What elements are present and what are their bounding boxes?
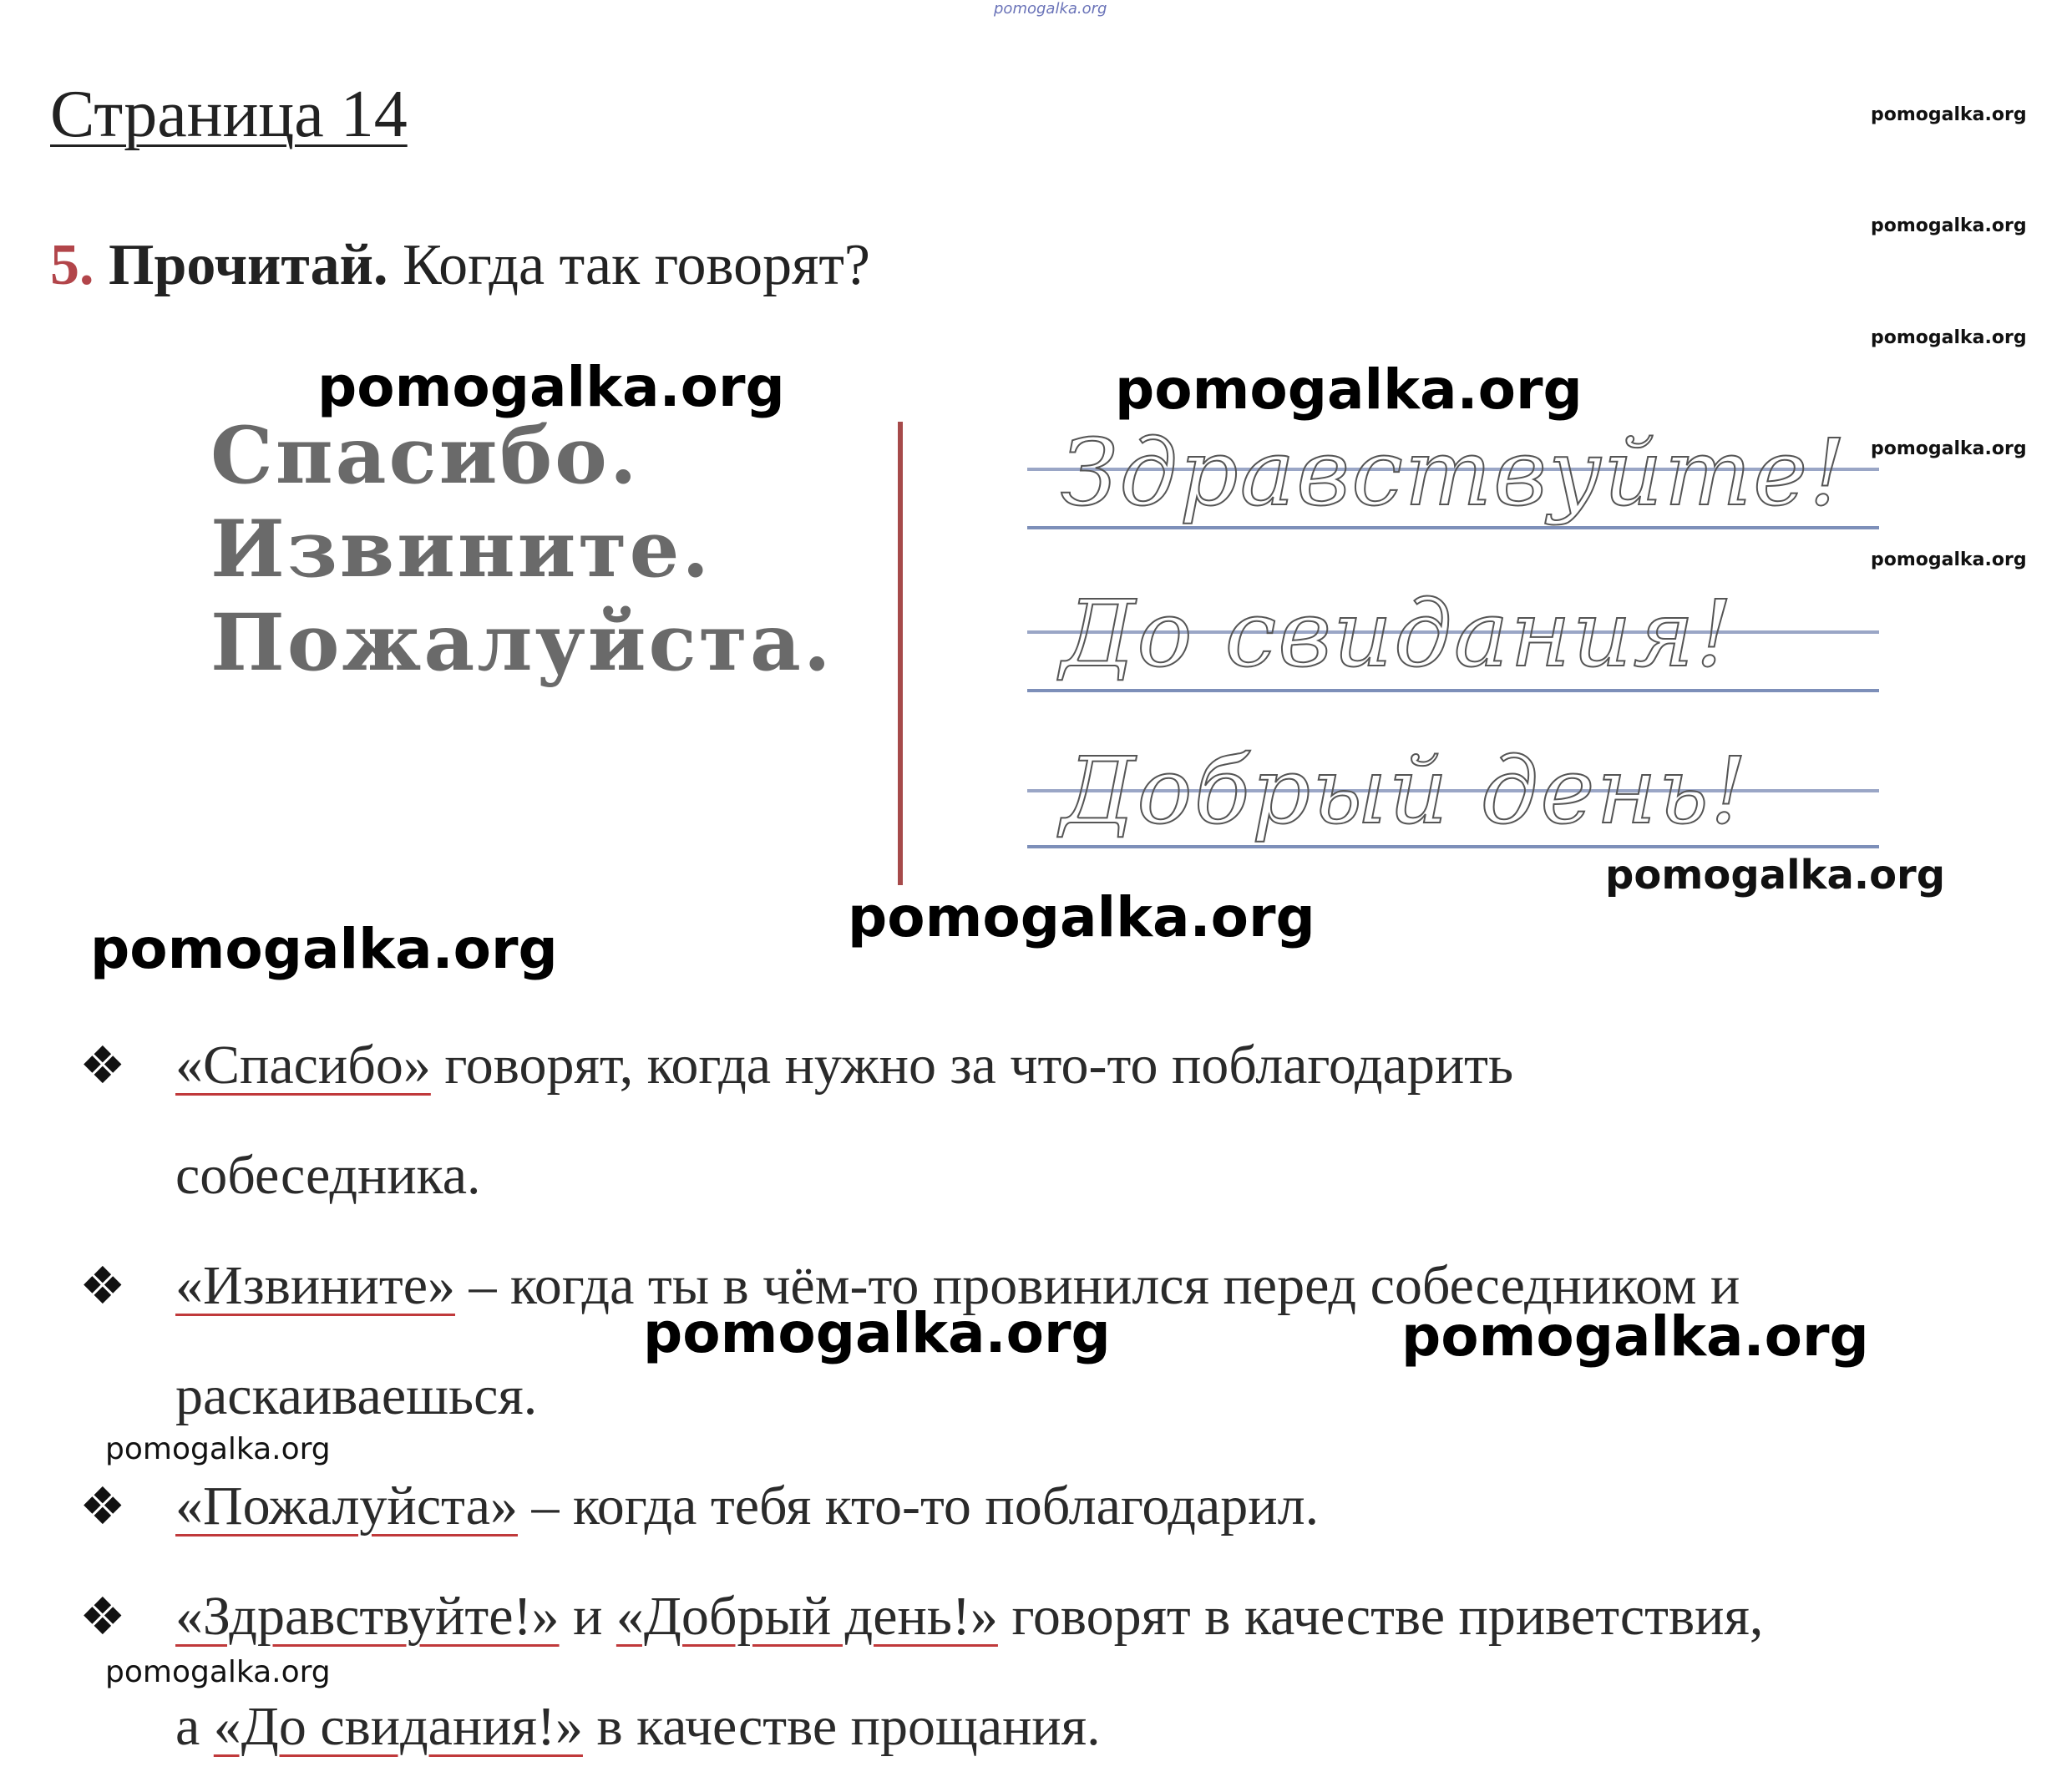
script-word: Добрый день! bbox=[1061, 737, 1749, 844]
watermark-small: pomogalka.org bbox=[1871, 549, 2027, 570]
watermark-large: pomogalka.org bbox=[90, 917, 558, 981]
answer-phrase: «Добрый день!» bbox=[616, 1586, 998, 1647]
diamond-bullet-icon: ❖ bbox=[79, 1476, 126, 1536]
answer-text: – когда тебя кто-то поблагодарил. bbox=[518, 1476, 1320, 1536]
answer-continuation: собеседника. bbox=[175, 1145, 481, 1206]
watermark-medium: pomogalka.org bbox=[105, 1655, 331, 1689]
answer-text: а bbox=[175, 1696, 214, 1757]
watermark-large: pomogalka.org bbox=[643, 1301, 1111, 1365]
watermark-large: pomogalka.org bbox=[1115, 357, 1583, 422]
task-question: Когда так говорят? bbox=[402, 233, 870, 297]
answer-continuation: раскаиваешься. bbox=[175, 1365, 538, 1426]
diamond-bullet-icon: ❖ bbox=[79, 1586, 126, 1647]
answer-text: говорят, когда нужно за что-то поблагодарить bbox=[430, 1035, 1514, 1096]
watermark-large: pomogalka.org bbox=[317, 355, 785, 419]
diamond-bullet-icon: ❖ bbox=[79, 1255, 126, 1316]
page-title: Страница 14 bbox=[50, 78, 408, 151]
watermark-small: pomogalka.org bbox=[1871, 327, 2027, 348]
answer-phrase: «Пожалуйста» bbox=[175, 1476, 518, 1536]
top-watermark: pomogalka.org bbox=[994, 0, 1107, 18]
answer-text: – когда ты в чём-то провинился перед собеседником и bbox=[455, 1255, 1740, 1316]
answer-continuation bbox=[175, 1672, 2025, 1782]
watermark-small: pomogalka.org bbox=[1871, 215, 2027, 236]
answer-phrase: «Спасибо» bbox=[175, 1035, 431, 1096]
vertical-divider bbox=[898, 422, 903, 885]
answer-item bbox=[79, 1231, 2025, 1451]
answer-phrase: «До свидания!» bbox=[213, 1696, 583, 1757]
answer-phrase: «Извините» bbox=[175, 1255, 455, 1316]
watermark-large: pomogalka.org bbox=[1401, 1304, 1869, 1369]
answer-phrase: «Здравствуйте!» bbox=[175, 1586, 560, 1647]
guide-line bbox=[1027, 689, 1879, 692]
watermark-large: pomogalka.org bbox=[848, 885, 1315, 949]
answer-item bbox=[79, 1562, 2025, 1782]
book-word: Извините. bbox=[210, 504, 712, 595]
answer-item bbox=[79, 1451, 2025, 1562]
book-word: Спасибо. bbox=[210, 410, 640, 502]
script-word: До свидания! bbox=[1061, 580, 1735, 687]
diamond-bullet-icon: ❖ bbox=[79, 1035, 126, 1096]
task-heading bbox=[50, 232, 870, 299]
watermark-small: pomogalka.org bbox=[1871, 104, 2027, 125]
script-word: Здравствуйте! bbox=[1061, 419, 1848, 526]
answers-list bbox=[79, 1010, 2025, 1782]
task-verb: Прочитай. bbox=[109, 233, 388, 297]
answer-text: говорят в качестве приветствия, bbox=[997, 1586, 1764, 1647]
guide-line bbox=[1027, 526, 1879, 529]
textbook-words bbox=[210, 409, 833, 690]
answer-text: в качестве прощания. bbox=[582, 1696, 1101, 1757]
watermark-medium: pomogalka.org bbox=[1605, 852, 1946, 899]
watermark-medium: pomogalka.org bbox=[105, 1432, 331, 1466]
book-word: Пожалуйста. bbox=[210, 597, 833, 689]
answer-item bbox=[79, 1010, 2025, 1231]
watermark-small: pomogalka.org bbox=[1871, 438, 2027, 459]
task-number: 5. bbox=[50, 233, 94, 297]
guide-line bbox=[1027, 845, 1879, 848]
answer-text: и bbox=[559, 1586, 616, 1647]
